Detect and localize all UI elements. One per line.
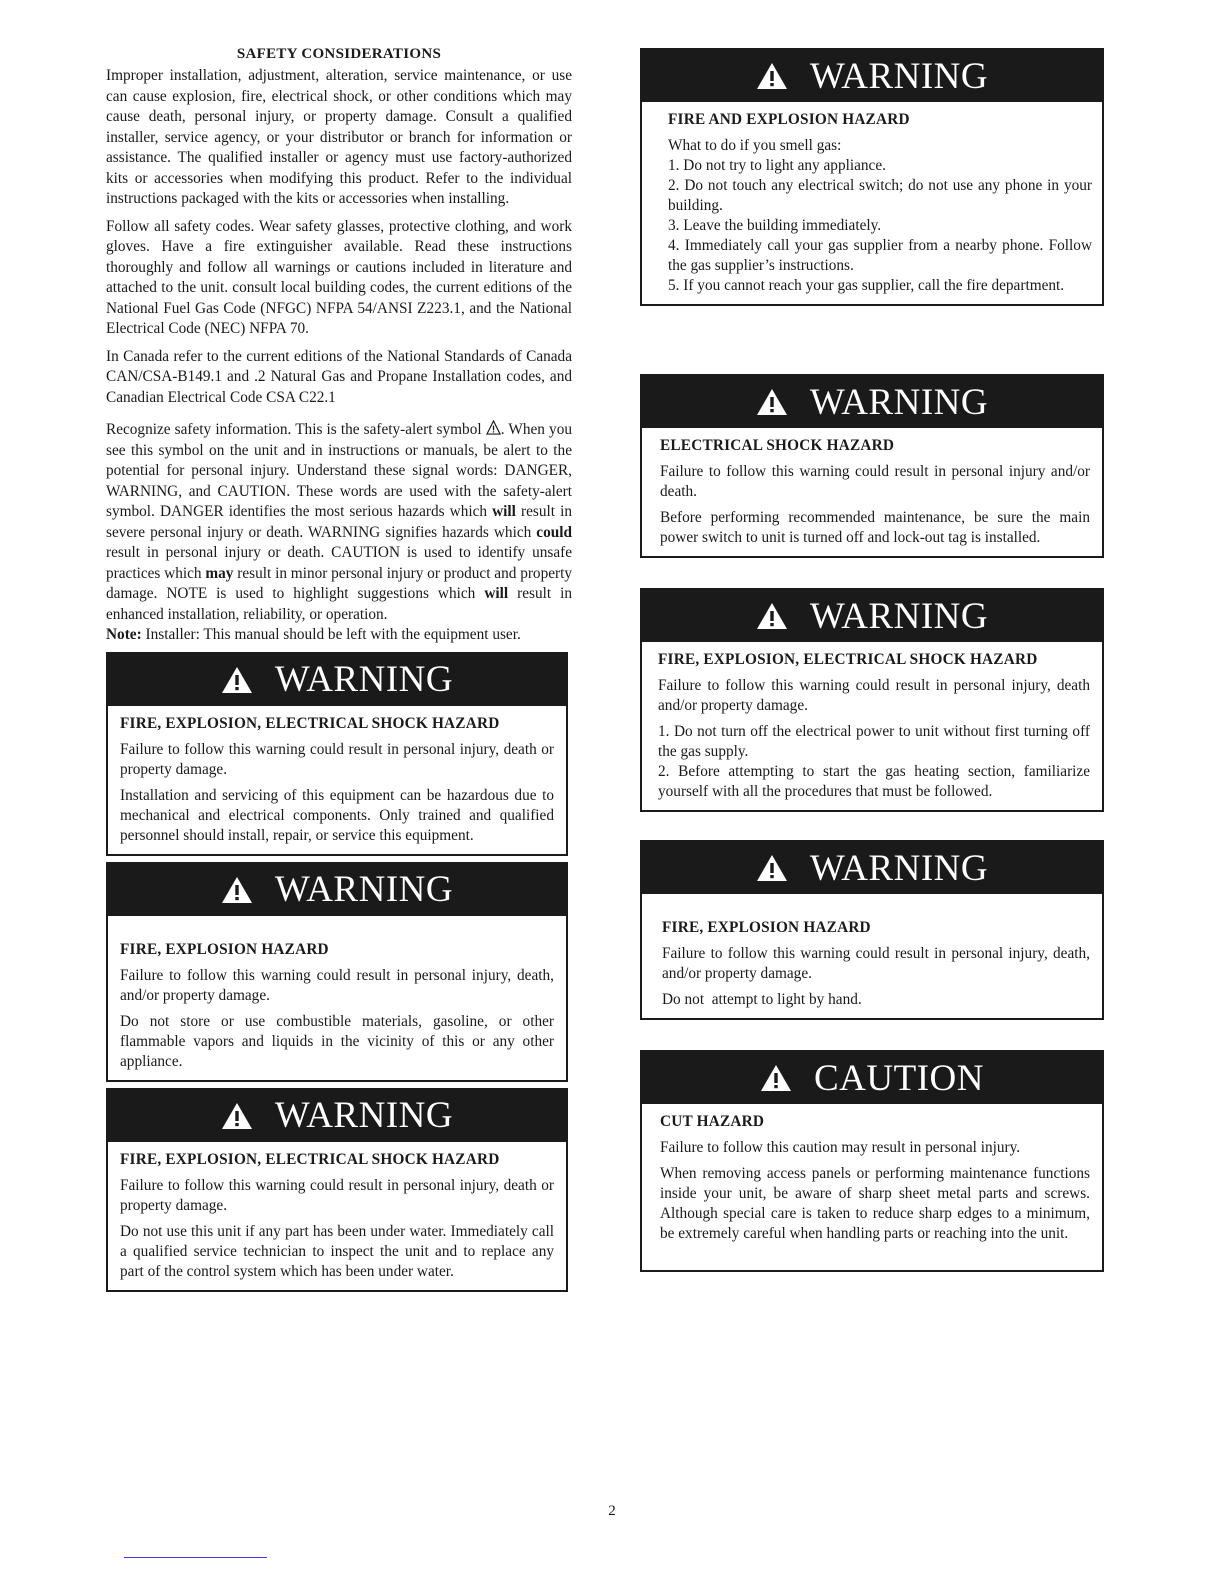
safety-paragraph-3: In Canada refer to the current editions of the National Standards of Canada CAN/CSA-B149.1 and .2 Natural Gas and Propane Installation codes, and Canadian Electrical Code CSA C22.1 [106, 347, 572, 406]
warning-text: Before performing recommended maintenance, be sure the main power switch to unit is turned off and lock-out tag is installed. [660, 509, 1090, 546]
warning-line: 4. Immediately call your gas supplier from a nearby phone. Follow the gas supplier’s instructions. [668, 237, 1092, 274]
safety-alert-icon [221, 1102, 253, 1130]
warning-header [108, 1090, 566, 1142]
warning-text: Installation and servicing of this equipment can be hazardous due to mechanical and electrical components. Only trained and qualified personnel should install, repair, or service this equipment. [120, 786, 554, 844]
safety-alert-icon [221, 666, 253, 694]
installer-note: Note: Installer: This manual should be left with the equipment user. [106, 626, 521, 643]
caution-header [642, 1052, 1102, 1104]
signal-word: WARNING [274, 869, 454, 910]
footer-rule [124, 1557, 267, 1558]
warning-line: 2. Do not touch any electrical switch; do not use any phone in your building. [668, 177, 1092, 214]
warning-header [642, 376, 1102, 428]
hazard-title: FIRE, EXPLOSION, ELECTRICAL SHOCK HAZARD [120, 1150, 500, 1168]
warning-line: 1. Do not turn off the electrical power to unit without first turning off the gas supply. [658, 723, 1090, 760]
warning-header [642, 842, 1102, 894]
warning-box [106, 652, 568, 856]
safety-paragraph-4: Recognize safety information. This is the safety-alert symbol . When you see this symbol on the unit and in instructions or manuals, be alert to the potential for personal injury. Understand these signal words: DANGER, WARNING, and CAUTION. These words are used with the safety-alert symbol. DANGER identifies the most serious hazards which will result in severe personal injury or death. WARNING signifies hazards which could result in personal injury or death. CAUTION is used to identify unsafe practices which may result in minor personal injury or product and property damage. NOTE is used to highlight suggestions which will result in enhanced installation, reliability, or operation. [106, 421, 573, 623]
warning-box [106, 862, 568, 1082]
warning-text: Failure to follow this warning could result in personal injury, death or property damage. [120, 740, 554, 778]
hazard-title: CUT HAZARD [660, 1113, 765, 1130]
warning-box [640, 588, 1104, 812]
warning-box [640, 48, 1104, 306]
hazard-title: FIRE, EXPLOSION, ELECTRICAL SHOCK HAZARD [658, 651, 1038, 668]
safety-alert-icon [756, 388, 788, 416]
warning-line: What to do if you smell gas: [668, 137, 842, 154]
warning-text: Do not store or use combustible materials, gasoline, or other flammable vapors and liquids in the vicinity of this or any other appliance. [120, 1012, 554, 1070]
safety-paragraph-1: Improper installation, adjustment, alteration, service maintenance, or use can cause explosion, fire, electrical shock, or other conditions which may cause death, personal injury, or property damage. Consult a qualified installer, service agency, or your distributor or branch for information or assistance. The qualified installer or agency must use factory-authorized kits or accessories when modifying this product. Refer to the individual instructions packaged with the kits or accessories when installing. [106, 67, 572, 207]
safety-alert-icon [756, 602, 788, 630]
warning-line: 3. Leave the building immediately. [668, 217, 882, 234]
safety-alert-icon [760, 1064, 792, 1092]
hazard-title: FIRE, EXPLOSION HAZARD [120, 940, 329, 958]
safety-alert-icon [486, 420, 501, 435]
warning-header [642, 50, 1102, 102]
warning-text: Failure to follow this warning could result in personal injury, death, and/or property damage. [662, 945, 1090, 982]
section-title: SAFETY CONSIDERATIONS [236, 46, 442, 62]
safety-alert-icon [221, 876, 253, 904]
safety-paragraph-2: Follow all safety codes. Wear safety glasses, protective clothing, and work gloves. Have a fire extinguisher available. Read these instructions thoroughly and follow all warnings or cautions included in literature and attached to the unit. consult local building codes, the current editions of the National Fuel Gas Code (NFGC) NFPA 54/ANSI Z223.1, and the National Electrical Code (NEC) NFPA 70. [106, 217, 572, 337]
signal-word: WARNING [809, 55, 989, 97]
left-column [106, 46, 572, 1292]
warning-box [640, 374, 1104, 558]
caution-box [640, 1050, 1104, 1272]
right-column [640, 46, 1104, 1272]
page-number: 2 [608, 1503, 616, 1519]
hazard-title: FIRE, EXPLOSION, ELECTRICAL SHOCK HAZARD [120, 714, 500, 732]
warning-text: Failure to follow this warning could result in personal injury, death, and/or property damage. [120, 966, 554, 1004]
signal-word: WARNING [809, 847, 989, 889]
warning-line: 2. Before attempting to start the gas heating section, familiarize yourself with all the procedures that must be followed. [658, 763, 1090, 800]
safety-alert-icon [756, 62, 788, 90]
hazard-title: FIRE, EXPLOSION HAZARD [662, 919, 871, 936]
hazard-title: ELECTRICAL SHOCK HAZARD [660, 437, 895, 454]
warning-text: Failure to follow this warning could result in personal injury, death or property damage. [120, 1176, 554, 1214]
warning-header [108, 654, 566, 706]
warning-header [108, 864, 566, 916]
warning-line: 5. If you cannot reach your gas supplier, call the fire department. [668, 277, 1065, 294]
signal-word: WARNING [274, 1095, 454, 1136]
warning-box [106, 1088, 568, 1292]
caution-text: When removing access panels or performing maintenance functions inside your unit, be aware of sharp sheet metal parts and screws. Although special care is taken to reduce sharp edges to a minimum, be extremely careful when handling parts or reaching into the unit. [660, 1165, 1090, 1242]
warning-text: Do not attempt to light by hand. [662, 991, 862, 1008]
warning-line: 1. Do not try to light any appliance. [668, 157, 886, 174]
warning-text: Do not use this unit if any part has been under water. Immediately call a qualified service technician to inspect the unit and to replace any part of the control system which has been under water. [120, 1222, 554, 1280]
caution-text: Failure to follow this caution may result in personal injury. [660, 1139, 1021, 1156]
signal-word: WARNING [809, 381, 989, 423]
signal-word: CAUTION [814, 1057, 984, 1099]
warning-text: Failure to follow this warning could result in personal injury, death and/or property damage. [658, 677, 1090, 714]
hazard-title: FIRE AND EXPLOSION HAZARD [668, 111, 910, 128]
warning-box [640, 840, 1104, 1020]
signal-word: WARNING [809, 595, 989, 637]
warning-text: Failure to follow this warning could result in personal injury and/or death. [660, 463, 1090, 500]
signal-word: WARNING [274, 659, 454, 700]
warning-header [642, 590, 1102, 642]
safety-alert-icon [756, 854, 788, 882]
